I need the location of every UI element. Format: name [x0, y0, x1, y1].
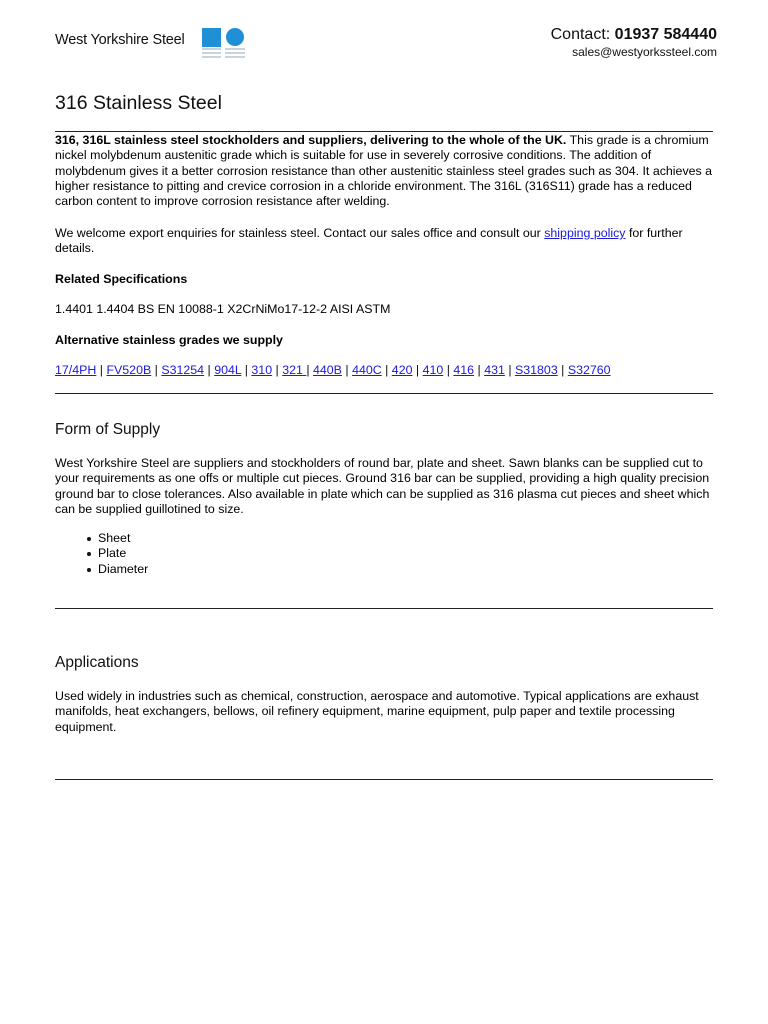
- contact-block: [551, 26, 717, 59]
- alternatives-heading: Alternative stainless grades we supply: [55, 333, 283, 347]
- grade-separator: |: [443, 363, 454, 377]
- grade-separator: |: [204, 363, 215, 377]
- divider: [55, 779, 713, 780]
- alternative-grades-list: [55, 363, 713, 378]
- divider: [55, 131, 713, 132]
- grade-link[interactable]: 904L: [214, 363, 242, 377]
- grade-separator: |: [272, 363, 283, 377]
- contact-phone[interactable]: 01937 584440: [614, 26, 717, 43]
- grade-separator: |: [504, 363, 515, 377]
- divider: [55, 393, 713, 394]
- grade-link[interactable]: 440C: [352, 363, 382, 377]
- grade-separator: |: [412, 363, 423, 377]
- grade-link[interactable]: S31803: [514, 363, 558, 377]
- grade-link[interactable]: 416: [453, 363, 475, 377]
- export-paragraph: [55, 226, 713, 257]
- grade-separator: |: [341, 363, 353, 377]
- list-item: Sheet: [98, 531, 148, 546]
- grade-separator: |: [241, 363, 252, 377]
- shipping-policy-link[interactable]: shipping policy: [544, 226, 626, 240]
- applications-text: Used widely in industries such as chemical, construction, aerospace and automotive. Typical applications are exhaust manifolds, heat exchangers, bellows, oil refinery equipment, marine equipment, pulp paper and textile processing equipment.: [55, 689, 699, 734]
- form-of-supply-paragraph: [55, 456, 713, 517]
- grade-link[interactable]: S32760: [567, 363, 611, 377]
- list-item: Diameter: [98, 561, 149, 576]
- applications-heading: Applications: [55, 654, 139, 671]
- grade-separator: |: [306, 363, 313, 377]
- intro-text: This grade is a chromium nickel molybdenum austenitic grade which is suitable for use in severely corrosive conditions. The addition of molybdenum gives it a better corrosion resistance than other austenitic stainless steel grades such as 304. It achieves a higher resistance to pitting and crevice corrosion in a chloride environment. The 316L (316S11) grade has a reduced carbon content to improve corrosion resistance after welding.: [55, 133, 713, 209]
- brand-name[interactable]: West Yorkshire Steel: [55, 32, 185, 48]
- list-item: Plate: [98, 546, 148, 561]
- contact-label: Contact:: [550, 26, 611, 43]
- grade-link[interactable]: 420: [391, 363, 413, 377]
- grade-link[interactable]: 410: [422, 363, 444, 377]
- grade-separator: |: [96, 363, 107, 377]
- related-specs-text: 1.4401 1.4404 BS EN 10088-1 X2CrNiMo17-12-2 AISI ASTM: [55, 302, 391, 316]
- intro-paragraph: [55, 133, 713, 209]
- grade-separator: |: [151, 363, 162, 377]
- grade-link[interactable]: 440B: [313, 363, 342, 377]
- grade-link[interactable]: S31254: [161, 363, 205, 377]
- page-title: 316 Stainless Steel: [55, 92, 222, 114]
- grade-link[interactable]: 321: [282, 363, 307, 377]
- grade-link[interactable]: 310: [251, 363, 273, 377]
- grade-link[interactable]: FV520B: [106, 363, 152, 377]
- related-specs-heading: Related Specifications: [55, 272, 188, 286]
- grade-separator: |: [381, 363, 392, 377]
- grade-separator: |: [557, 363, 568, 377]
- grade-separator: |: [474, 363, 485, 377]
- intro-bold: 316, 316L stainless steel stockholders and suppliers, delivering to the whole of the UK.: [55, 133, 567, 147]
- contact-email[interactable]: sales@westyorkssteel.com: [572, 45, 717, 59]
- applications-paragraph: [55, 689, 713, 735]
- supply-forms-list: [55, 531, 148, 577]
- grade-link[interactable]: 431: [484, 363, 505, 377]
- grade-link[interactable]: 17/4PH: [55, 363, 97, 377]
- export-text-before: We welcome export enquiries for stainless steel. Contact our sales office and consult our: [55, 226, 545, 240]
- form-of-supply-heading: Form of Supply: [55, 421, 161, 438]
- export-text-after: for further details.: [55, 226, 683, 256]
- divider: [55, 608, 713, 609]
- company-logo-icon[interactable]: [202, 28, 246, 62]
- site-header: [55, 22, 717, 64]
- form-of-supply-text: West Yorkshire Steel are suppliers and stockholders of round bar, plate and sheet. Sawn blanks can be supplied cut to your requirements as one offs or multiple cut pieces. Ground 316 bar can be supplied, providing a high quality precision ground bar to close tolerances. Also available in plate which can be supplied as 316 plasma cut pieces and sheet which can be supplied guillotined to size.: [55, 456, 710, 516]
